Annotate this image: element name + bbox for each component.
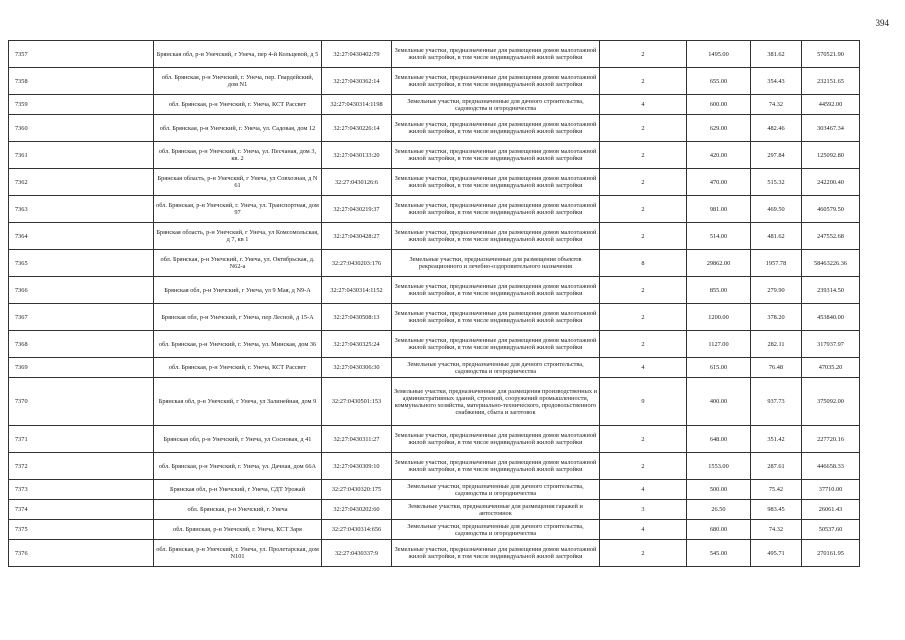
cadastral-value-cell: 227720.16 <box>802 426 860 453</box>
row-number: 7357 <box>9 41 154 68</box>
area-cell: 545.00 <box>687 540 751 567</box>
address-cell: Брянская область, р-н Унечский, г Унеча, ул Совхозная, д N 61 <box>154 169 322 196</box>
cadastral-value-cell: 460579.50 <box>802 196 860 223</box>
table-row <box>9 95 860 115</box>
group-code-cell: 8 <box>600 250 687 277</box>
address-cell: обл. Брянская, р-н Унечский, г. Унеча, ул. Дачная, дом 66А <box>154 453 322 480</box>
specific-value-cell: 983.45 <box>751 500 802 520</box>
cadastral-value-cell: 239314.50 <box>802 277 860 304</box>
cadastral-number-cell: 32:27:0430320:175 <box>322 480 392 500</box>
cadastral-number-cell: 32:27:0430508:13 <box>322 304 392 331</box>
table-row <box>9 277 860 304</box>
row-number: 7376 <box>9 540 154 567</box>
cadastral-number-cell: 32:27:0430337:9 <box>322 540 392 567</box>
cadastral-number-cell: 32:27:0430133:20 <box>322 142 392 169</box>
address-cell: Брянская область, р-н Унечский, г Унеча, ул Комсомольская, д 7, кв 1 <box>154 223 322 250</box>
group-code-cell: 9 <box>600 378 687 426</box>
specific-value-cell: 74.32 <box>751 520 802 540</box>
page-number: 394 <box>875 18 889 28</box>
area-cell: 470.00 <box>687 169 751 196</box>
cadastral-value-cell: 47035.20 <box>802 358 860 378</box>
area-cell: 500.00 <box>687 480 751 500</box>
cadastral-value-cell: 58463226.36 <box>802 250 860 277</box>
row-number: 7367 <box>9 304 154 331</box>
cadastral-number-cell: 32:27:0430314:1198 <box>322 95 392 115</box>
cadastral-value-cell: 242200.40 <box>802 169 860 196</box>
cadastral-value-cell: 446658.33 <box>802 453 860 480</box>
group-code-cell: 4 <box>600 95 687 115</box>
address-cell: обл. Брянская, р-н Унечский, г. Унеча, ул. Октябрьская, д. N62-а <box>154 250 322 277</box>
cadastral-number-cell: 32:27:0430501:153 <box>322 378 392 426</box>
address-cell: обл. Брянская, р-н Унечский, г. Унеча, ул. Садовая, дом 12 <box>154 115 322 142</box>
address-cell: обл. Брянская, р-н Унечский, г. Унеча, КСТ Рассвет <box>154 358 322 378</box>
land-use-cell: Земельные участки, предназначенные для размещения домов малоэтажной жилой застройки, в том числе индивидуальной жилой застройки <box>392 304 600 331</box>
table-body <box>9 41 860 567</box>
area-cell: 600.00 <box>687 95 751 115</box>
land-use-cell: Земельные участки, предназначенные для размещения домов малоэтажной жилой застройки, в том числе индивидуальной жилой застройки <box>392 41 600 68</box>
cadastral-value-cell: 247552.68 <box>802 223 860 250</box>
row-number: 7370 <box>9 378 154 426</box>
group-code-cell: 2 <box>600 304 687 331</box>
table-row <box>9 223 860 250</box>
land-use-cell: Земельные участки, предназначенные для размещения гаражей и автостоянок <box>392 500 600 520</box>
cadastral-number-cell: 32:27:0430362:14 <box>322 68 392 95</box>
area-cell: 514.00 <box>687 223 751 250</box>
address-cell: обл. Брянская, р-н Унечский, г. Унеча, ул. Транспортная, дом 97 <box>154 196 322 223</box>
specific-value-cell: 495.71 <box>751 540 802 567</box>
address-cell: обл. Брянская, р-н Унечский, г. Унеча <box>154 500 322 520</box>
table-row <box>9 520 860 540</box>
land-use-cell: Земельные участки, предназначенные для размещения домов малоэтажной жилой застройки, в том числе индивидуальной жилой застройки <box>392 540 600 567</box>
area-cell: 420.00 <box>687 142 751 169</box>
row-number: 7365 <box>9 250 154 277</box>
table-row <box>9 41 860 68</box>
land-use-cell: Земельные участки, предназначенные для размещения домов малоэтажной жилой застройки, в том числе индивидуальной жилой застройки <box>392 142 600 169</box>
row-number: 7374 <box>9 500 154 520</box>
table-row <box>9 358 860 378</box>
cadastral-number-cell: 32:27:0430203:176 <box>322 250 392 277</box>
cadastral-number-cell: 32:27:0430311:27 <box>322 426 392 453</box>
area-cell: 1495.00 <box>687 41 751 68</box>
group-code-cell: 4 <box>600 520 687 540</box>
specific-value-cell: 515.32 <box>751 169 802 196</box>
row-number: 7375 <box>9 520 154 540</box>
area-cell: 400.00 <box>687 378 751 426</box>
area-cell: 615.00 <box>687 358 751 378</box>
group-code-cell: 2 <box>600 68 687 95</box>
specific-value-cell: 1957.78 <box>751 250 802 277</box>
group-code-cell: 2 <box>600 331 687 358</box>
specific-value-cell: 75.42 <box>751 480 802 500</box>
table-row <box>9 68 860 95</box>
address-cell: Брянская обл, р-н Унечский, г Унеча, ул 9 Мая, д N9-А <box>154 277 322 304</box>
specific-value-cell: 76.48 <box>751 358 802 378</box>
specific-value-cell: 482.46 <box>751 115 802 142</box>
cadastral-number-cell: 32:27:0430306:30 <box>322 358 392 378</box>
group-code-cell: 2 <box>600 41 687 68</box>
cadastral-value-cell: 453840.00 <box>802 304 860 331</box>
row-number: 7360 <box>9 115 154 142</box>
specific-value-cell: 481.62 <box>751 223 802 250</box>
area-cell: 855.00 <box>687 277 751 304</box>
land-use-cell: Земельные участки, предназначенные для размещения домов малоэтажной жилой застройки, в том числе индивидуальной жилой застройки <box>392 223 600 250</box>
group-code-cell: 4 <box>600 480 687 500</box>
address-cell: обл. Брянская, р-н Унечский, г. Унеча, ул. Пролетарская, дом N101 <box>154 540 322 567</box>
area-cell: 629.00 <box>687 115 751 142</box>
row-number: 7371 <box>9 426 154 453</box>
row-number: 7372 <box>9 453 154 480</box>
area-cell: 648.00 <box>687 426 751 453</box>
specific-value-cell: 937.73 <box>751 378 802 426</box>
group-code-cell: 2 <box>600 196 687 223</box>
land-use-cell: Земельные участки, предназначенные для размещения домов малоэтажной жилой застройки, в том числе индивидуальной жилой застройки <box>392 426 600 453</box>
cadastral-value-cell: 375092.00 <box>802 378 860 426</box>
cadastral-number-cell: 32:27:0430202:60 <box>322 500 392 520</box>
land-use-cell: Земельные участки, предназначенные для дачного строительства, садоводства и огородничества <box>392 95 600 115</box>
table-row <box>9 540 860 567</box>
address-cell: обл. Брянская, р-н Унечский, г. Унеча, пер. Гвардейский, дом N1 <box>154 68 322 95</box>
table-row <box>9 426 860 453</box>
address-cell: Брянская обл, р-н Унечский, г Унеча, пер Лесной, д 15-А <box>154 304 322 331</box>
group-code-cell: 2 <box>600 453 687 480</box>
group-code-cell: 2 <box>600 169 687 196</box>
cadastral-value-cell: 37710.00 <box>802 480 860 500</box>
area-cell: 26.50 <box>687 500 751 520</box>
row-number: 7373 <box>9 480 154 500</box>
group-code-cell: 2 <box>600 223 687 250</box>
table-row <box>9 480 860 500</box>
address-cell: Брянская обл, р-н Унечский, г Унеча, ул Залинейная, дом 9 <box>154 378 322 426</box>
land-use-cell: Земельные участки, предназначенные для размещения домов малоэтажной жилой застройки, в том числе индивидуальной жилой застройки <box>392 68 600 95</box>
specific-value-cell: 351.42 <box>751 426 802 453</box>
land-use-cell: Земельные участки, предназначенные для размещения объектов рекреационного и лечебно-оздоровительного назначения <box>392 250 600 277</box>
group-code-cell: 3 <box>600 500 687 520</box>
cadastral-number-cell: 32:27:0430309:10 <box>322 453 392 480</box>
specific-value-cell: 469.50 <box>751 196 802 223</box>
group-code-cell: 2 <box>600 277 687 304</box>
row-number: 7358 <box>9 68 154 95</box>
group-code-cell: 2 <box>600 142 687 169</box>
cadastral-value-cell: 44592.00 <box>802 95 860 115</box>
cadastral-number-cell: 32:27:0430219:37 <box>322 196 392 223</box>
table-row <box>9 331 860 358</box>
row-number: 7369 <box>9 358 154 378</box>
address-cell: Брянская обл, р-н Унечский, г Унеча, ул Сосновая, д 41 <box>154 426 322 453</box>
specific-value-cell: 378.20 <box>751 304 802 331</box>
specific-value-cell: 74.32 <box>751 95 802 115</box>
row-number: 7364 <box>9 223 154 250</box>
address-cell: Брянская обл, р-н Унечский, г Унеча, пер 4-й Кольцевой, д 5 <box>154 41 322 68</box>
cadastral-value-cell: 303467.34 <box>802 115 860 142</box>
row-number: 7363 <box>9 196 154 223</box>
land-use-cell: Земельные участки, предназначенные для размещения домов малоэтажной жилой застройки, в том числе индивидуальной жилой застройки <box>392 169 600 196</box>
land-use-cell: Земельные участки, предназначенные для дачного строительства, садоводства и огородничества <box>392 358 600 378</box>
cadastral-number-cell: 32:27:0430314:1152 <box>322 277 392 304</box>
table-row <box>9 500 860 520</box>
address-cell: обл. Брянская, р-н Унечский, г. Унеча, ул. Минская, дом 36 <box>154 331 322 358</box>
land-use-cell: Земельные участки, предназначенные для размещения домов малоэтажной жилой застройки, в том числе индивидуальной жилой застройки <box>392 331 600 358</box>
cadastral-number-cell: 32:27:0430428:27 <box>322 223 392 250</box>
land-use-cell: Земельные участки, предназначенные для дачного строительства, садоводства и огородничества <box>392 520 600 540</box>
specific-value-cell: 297.84 <box>751 142 802 169</box>
address-cell: обл. Брянская, р-н Унечский, г. Унеча, ул. Песчаная, дом 3, кв. 2 <box>154 142 322 169</box>
row-number: 7366 <box>9 277 154 304</box>
cadastral-value-cell: 50537.60 <box>802 520 860 540</box>
area-cell: 29862.00 <box>687 250 751 277</box>
table-row <box>9 453 860 480</box>
table-row <box>9 142 860 169</box>
cadastral-number-cell: 32:27:0430325:24 <box>322 331 392 358</box>
table-row <box>9 378 860 426</box>
land-use-cell: Земельные участки, предназначенные для размещения производственных и административных зданий, строений, сооружений промышленности, коммунального хозяйства, материально-технического, продовольственного снабжения, сбыта и заготовок <box>392 378 600 426</box>
row-number: 7359 <box>9 95 154 115</box>
specific-value-cell: 381.62 <box>751 41 802 68</box>
land-use-cell: Земельные участки, предназначенные для дачного строительства, садоводства и огородничества <box>392 480 600 500</box>
table-row <box>9 250 860 277</box>
cadastral-value-cell: 26061.43 <box>802 500 860 520</box>
specific-value-cell: 287.61 <box>751 453 802 480</box>
cadastral-number-cell: 32:27:0430126:6 <box>322 169 392 196</box>
cadastral-value-cell: 270161.95 <box>802 540 860 567</box>
group-code-cell: 2 <box>600 426 687 453</box>
table-row <box>9 115 860 142</box>
cadastral-number-cell: 32:27:0430402:79 <box>322 41 392 68</box>
row-number: 7368 <box>9 331 154 358</box>
cadastral-number-cell: 32:27:0430226:14 <box>322 115 392 142</box>
cadastral-value-cell: 232151.65 <box>802 68 860 95</box>
area-cell: 1127.00 <box>687 331 751 358</box>
cadastral-number-cell: 32:27:0430314:656 <box>322 520 392 540</box>
land-use-cell: Земельные участки, предназначенные для размещения домов малоэтажной жилой застройки, в том числе индивидуальной жилой застройки <box>392 277 600 304</box>
land-use-cell: Земельные участки, предназначенные для размещения домов малоэтажной жилой застройки, в том числе индивидуальной жилой застройки <box>392 453 600 480</box>
land-use-cell: Земельные участки, предназначенные для размещения домов малоэтажной жилой застройки, в том числе индивидуальной жилой застройки <box>392 115 600 142</box>
area-cell: 981.00 <box>687 196 751 223</box>
cadastral-value-cell: 570521.90 <box>802 41 860 68</box>
area-cell: 1200.00 <box>687 304 751 331</box>
specific-value-cell: 354.43 <box>751 68 802 95</box>
cadastral-value-cell: 317937.97 <box>802 331 860 358</box>
table-row <box>9 196 860 223</box>
specific-value-cell: 279.90 <box>751 277 802 304</box>
address-cell: обл. Брянская, р-н Унечский, г. Унеча, КСТ Заря <box>154 520 322 540</box>
land-use-cell: Земельные участки, предназначенные для размещения домов малоэтажной жилой застройки, в том числе индивидуальной жилой застройки <box>392 196 600 223</box>
address-cell: Брянская обл, р-н Унечский, г Унеча, СДТ Урожай <box>154 480 322 500</box>
specific-value-cell: 282.11 <box>751 331 802 358</box>
table-row <box>9 304 860 331</box>
area-cell: 655.00 <box>687 68 751 95</box>
group-code-cell: 2 <box>600 115 687 142</box>
cadastral-value-cell: 125092.80 <box>802 142 860 169</box>
area-cell: 680.00 <box>687 520 751 540</box>
row-number: 7362 <box>9 169 154 196</box>
address-cell: обл. Брянская, р-н Унечский, г. Унеча, КСТ Рассвет <box>154 95 322 115</box>
row-number: 7361 <box>9 142 154 169</box>
area-cell: 1553.00 <box>687 453 751 480</box>
table-row <box>9 169 860 196</box>
group-code-cell: 4 <box>600 358 687 378</box>
group-code-cell: 2 <box>600 540 687 567</box>
cadastral-value-table <box>8 40 860 567</box>
